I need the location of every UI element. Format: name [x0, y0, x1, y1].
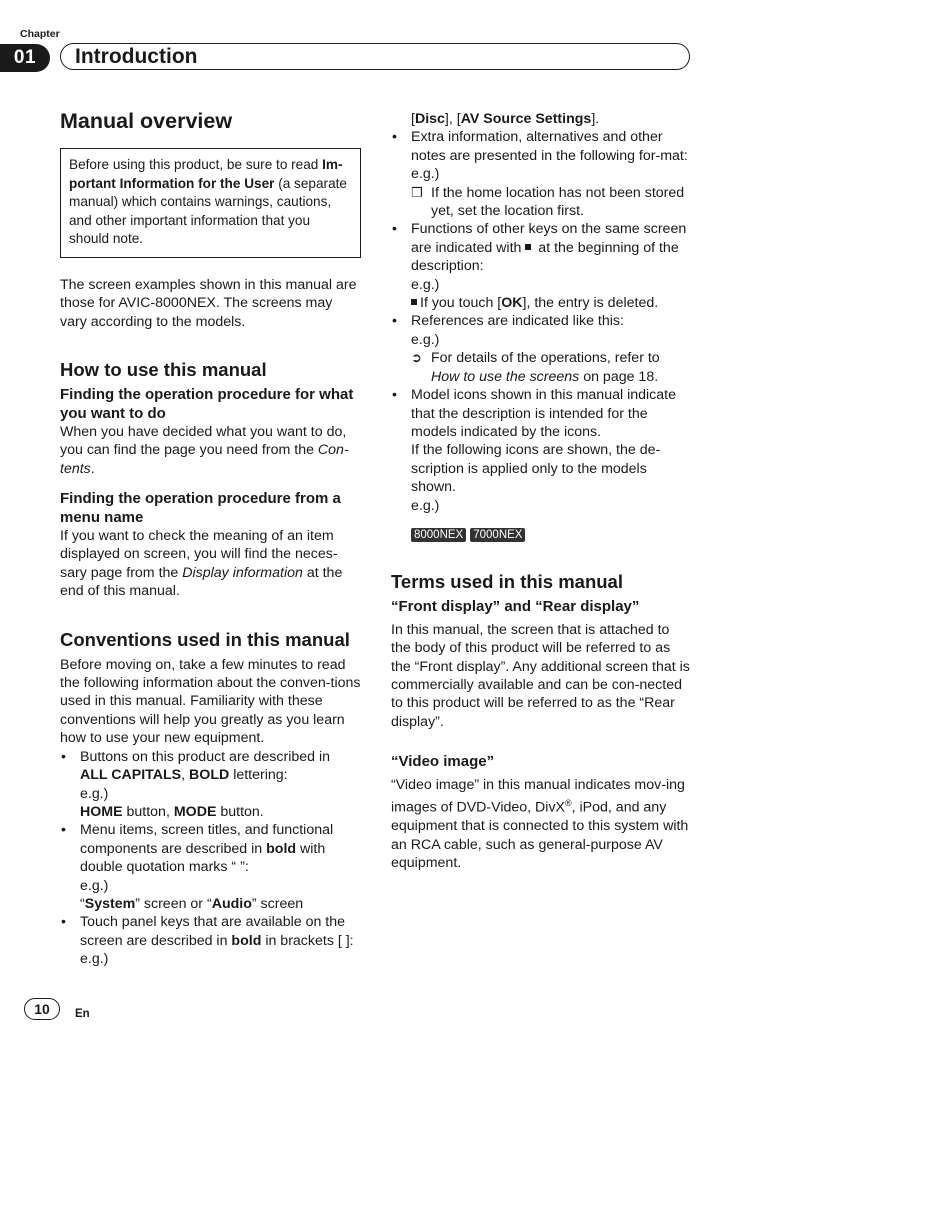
- model-badge: 8000NEX: [411, 528, 466, 542]
- front-rear-display-subheading: “Front display” and “Rear display”: [391, 598, 640, 616]
- conventions-intro: Before moving on, take a few minutes to read the following information about the conven-tions used in this manual. Familiarity with these conventions will help you greatly as you learn how to use your new equipment.: [60, 656, 361, 747]
- list-item: • Touch panel keys that are available on the screen are described in bold in brackets [ ]: e.g.): [60, 913, 361, 968]
- chapter-title: Introduction: [75, 45, 198, 68]
- list-item: • Model icons shown in this manual indicate that the description is intended for the models indicated by the icons. If the following icons are shown, the de-scription is applied only to the models shown. e.g.) 8000NEX 7000NEX: [391, 386, 692, 543]
- list-item: • Buttons on this product are described in ALL CAPITALS, BOLD lettering: e.g.) HOME button, MODE button.: [60, 748, 361, 822]
- list-item: • Menu items, screen titles, and functional components are described in bold with double quotation marks “ ”: e.g.) “System” screen or “Audio” screen: [60, 821, 361, 913]
- video-image-subheading: “Video image”: [391, 753, 495, 771]
- model-badges: [411, 525, 692, 543]
- menu-name-paragraph: If you want to check the meaning of an item displayed on screen, you will find the neces-sary page from the Display information at the end of this manual.: [60, 528, 343, 600]
- brackets-example-continued: [Disc], [AV Source Settings].: [411, 111, 600, 127]
- important-notice-box: [60, 148, 361, 258]
- finding-procedure-paragraph: When you have decided what you want to do, you can find the page you need from the Con-tents.: [60, 424, 349, 477]
- conventions-heading: Conventions used in this manual: [60, 628, 350, 650]
- square-marker-icon: [411, 299, 417, 305]
- model-badge: 7000NEX: [470, 528, 525, 542]
- conventions-list: [60, 748, 361, 969]
- chapter-number-tab: 01: [0, 44, 50, 72]
- how-to-use-heading: How to use this manual: [60, 359, 267, 381]
- language-label: En: [75, 1008, 90, 1020]
- reference-arrow-icon: ➲: [411, 350, 422, 366]
- page-number: 10: [24, 998, 60, 1020]
- menu-name-subheading: Finding the operation procedure from a menu name: [60, 490, 341, 526]
- front-rear-display-paragraph: In this manual, the screen that is attached to the body of this product will be referred to as the “Front display”. Any additional screen that is commercially available and can be con-nected to this product will be referred to as the “Rear display”.: [391, 621, 690, 730]
- finding-procedure-subheading: Finding the operation procedure for what you want to do: [60, 386, 354, 422]
- notice-bold: Im-portant Information for the User: [69, 157, 343, 191]
- screen-examples-paragraph: The screen examples shown in this manual are those for AVIC-8000NEX. The screens may vary according to the models.: [60, 276, 357, 330]
- left-column: [60, 108, 361, 969]
- list-item: • Extra information, alternatives and other notes are presented in the following for-mat: e.g.) ❒ If the home location has not been stored yet, set the location first.: [391, 128, 692, 220]
- conventions-list-continued: [391, 128, 692, 543]
- terms-heading: Terms used in this manual: [391, 571, 623, 593]
- right-column: [391, 110, 692, 872]
- checkbox-icon: ❒: [411, 184, 423, 200]
- list-item: • References are indicated like this: e.g.) ➲ For details of the operations, refer to How to use the screens on page 18.: [391, 312, 692, 386]
- manual-overview-heading: Manual overview: [60, 109, 233, 133]
- video-image-paragraph: “Video image” in this manual indicates mov-ing images of DVD-Video, DivX®, iPod, and any equipment that is connected to this system with an RCA cable, such as general-purpose AV equipment.: [391, 776, 689, 871]
- notice-text: Before using this product, be sure to read: [69, 157, 323, 172]
- square-marker-icon: [525, 244, 531, 250]
- list-item: • Functions of other keys on the same screen are indicated with at the beginning of the description: e.g.) If you touch [OK], the entry is deleted.: [391, 220, 692, 312]
- notice-text-2: (a separate manual) which contains warnings, cautions, and other important information that you should note.: [69, 175, 347, 247]
- chapter-label: Chapter: [20, 28, 60, 40]
